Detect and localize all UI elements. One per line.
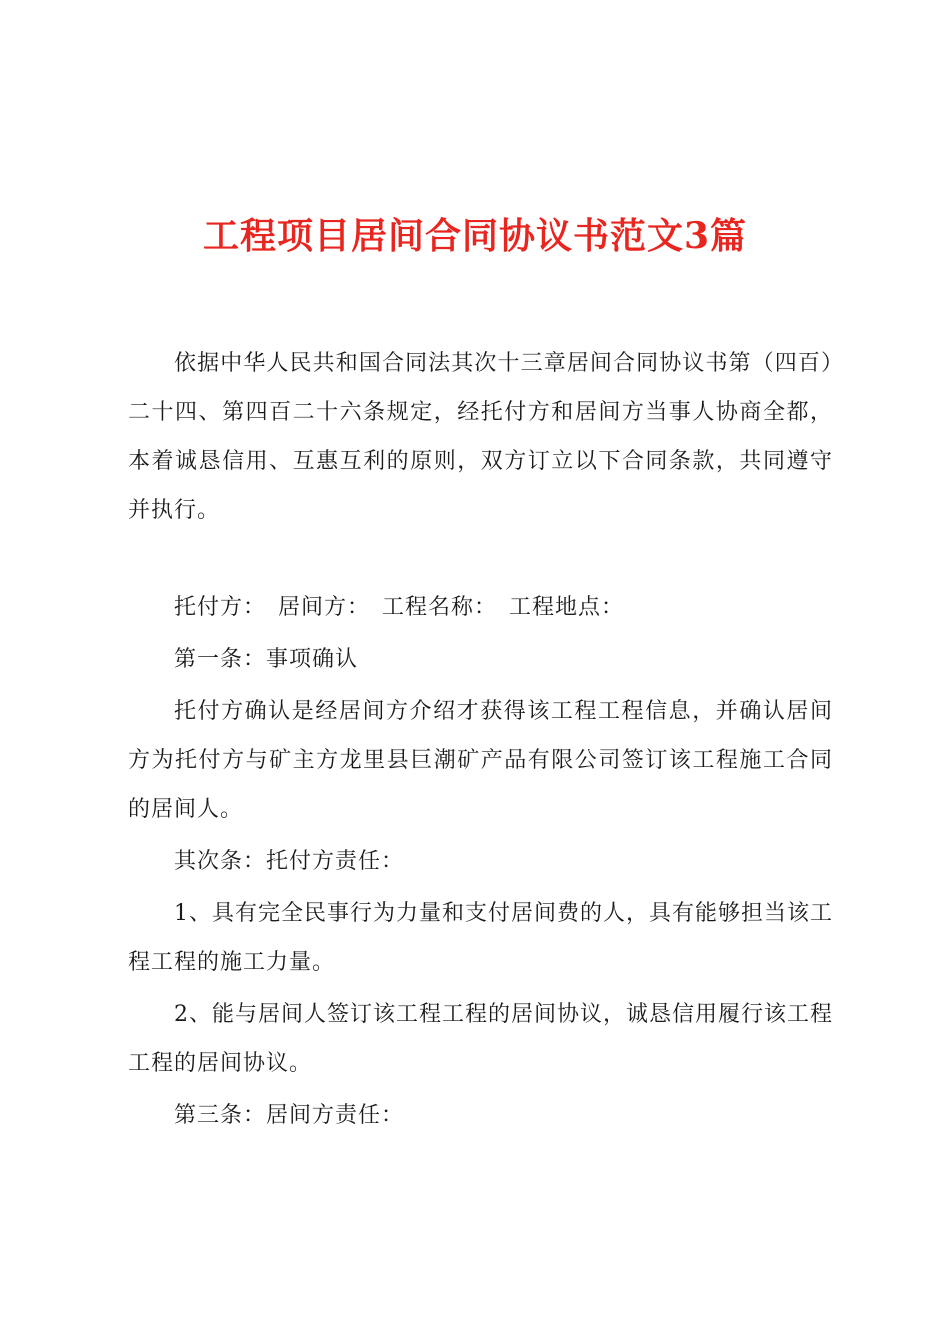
document-title: 工程项目居间合同协议书范文3篇 bbox=[202, 215, 748, 257]
paragraph-article-2-heading: 其次条：托付方责任： bbox=[174, 849, 405, 874]
paragraph-article-2-item-2: 2、能与居间人签订该工程工程的居间协议，诚恳信用履行该工程工程的居间协议。 bbox=[128, 1002, 833, 1076]
paragraph-article-3-heading: 第三条：居间方责任： bbox=[174, 1103, 405, 1128]
document-body bbox=[128, 339, 833, 1140]
paragraph-article-1-body: 托付方确认是经居间方介绍才获得该工程工程信息，并确认居间方为托付方与矿主方龙里县巨潮矿产品有限公司签订该工程施工合同的居间人。 bbox=[128, 699, 833, 822]
paragraph-parties: 托付方： 居间方： 工程名称： 工程地点： bbox=[174, 595, 625, 620]
paragraph-article-1-heading: 第一条：事项确认 bbox=[174, 647, 359, 672]
paragraph-intro: 依据中华人民共和国合同法其次十三章居间合同协议书第（四百）二十四、第四百二十六条规定，经托付方和居间方当事人协商全都，本着诚恳信用、互惠互利的原则，双方订立以下合同条款，共同遵守并执行。 bbox=[128, 351, 833, 523]
paragraph-article-2-item-1: 1、具有完全民事行为力量和支付居间费的人，具有能够担当该工程工程的施工力量。 bbox=[128, 901, 833, 975]
